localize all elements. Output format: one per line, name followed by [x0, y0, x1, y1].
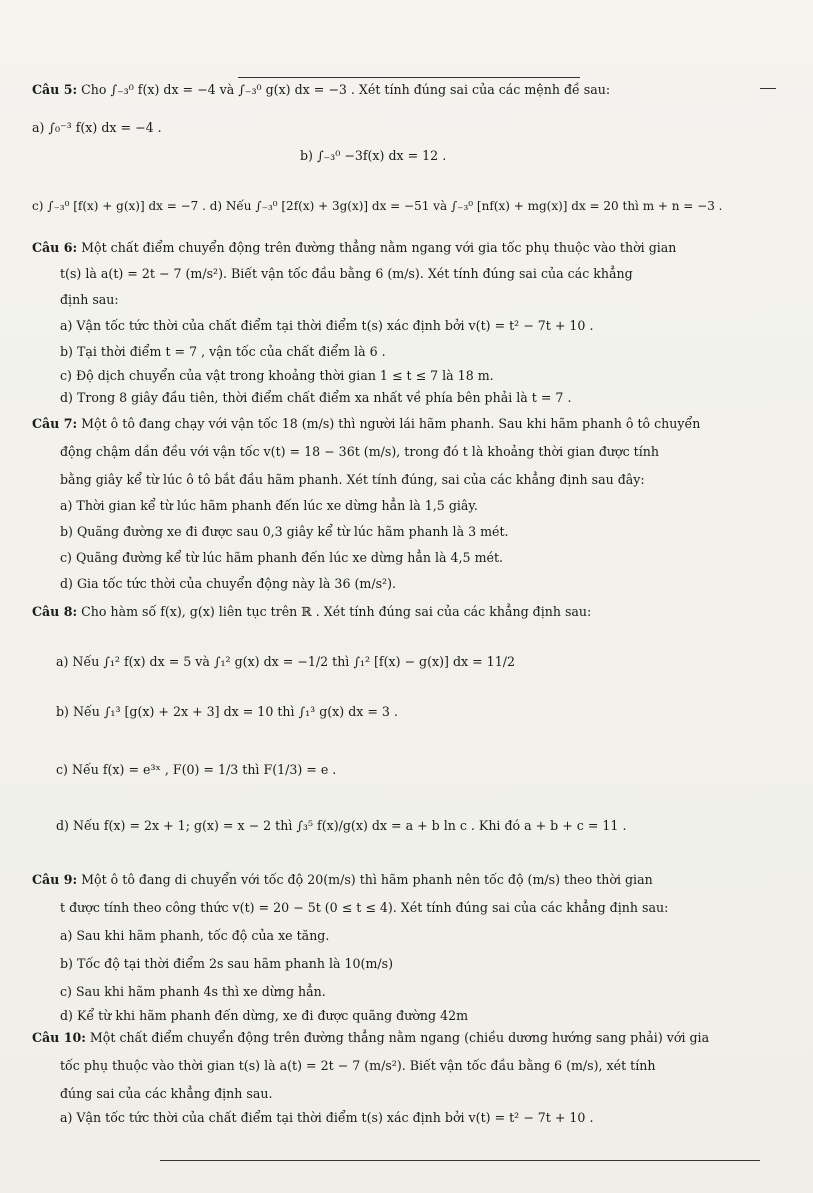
q7-statement: Câu 7: Một ô tô đang chạy với vận tốc 18 (m/s) thì người lái hãm phanh. Sau khi hãm phanh ô tô chuyển	[32, 416, 701, 431]
q7-option-c: c) Quãng đường kể từ lúc hãm phanh đến lúc xe dừng hẳn là 4,5 mét.	[60, 550, 504, 565]
q5-option-a: a) ∫₀⁻³ f(x) dx = −4 .	[32, 120, 162, 135]
question-label: Câu 8:	[32, 604, 78, 619]
q6-option-a: a) Vận tốc tức thời của chất điểm tại thời điểm t(s) xác định bởi v(t) = t² − 7t + 10 .	[60, 318, 594, 333]
q8-option-c: c) Nếu f(x) = e³ˣ , F(0) = 1/3 thì F(1/3) = e .	[56, 762, 337, 777]
q6-option-b: b) Tại thời điểm t = 7 , vận tốc của chất điểm là 6 .	[60, 344, 386, 359]
question-label: Câu 6:	[32, 240, 78, 255]
q9-option-a: a) Sau khi hãm phanh, tốc độ của xe tăng.	[60, 928, 330, 943]
q5-option-cd: c) ∫₋₃⁰ [f(x) + g(x)] dx = −7 . d) Nếu ∫₋₃⁰ [2f(x) + 3g(x)] dx = −51 và ∫₋₃⁰ [nf(x) + mg(x)] dx = 20 thì m + n = −3 .	[32, 199, 723, 213]
q9-option-c: c) Sau khi hãm phanh 4s thì xe dừng hẳn.	[60, 984, 326, 999]
q6-option-d: d) Trong 8 giây đầu tiên, thời điểm chất điểm xa nhất về phía bên phải là t = 7 .	[60, 390, 572, 405]
bottom-rule	[160, 1160, 760, 1161]
q7-statement-line2: động chậm dần đều với vận tốc v(t) = 18 − 36t (m/s), trong đó t là khoảng thời gian được tính	[60, 444, 659, 459]
q7-option-b: b) Quãng đường xe đi được sau 0,3 giây kể từ lúc hãm phanh là 3 mét.	[60, 524, 509, 539]
q10-statement-line2: tốc phụ thuộc vào thời gian t(s) là a(t) = 2t − 7 (m/s²). Biết vận tốc đầu bằng 6 (m/s), xét tính	[60, 1058, 656, 1073]
question-label: Câu 10:	[32, 1030, 86, 1045]
q10-statement: Câu 10: Một chất điểm chuyển động trên đường thẳng nằm ngang (chiều dương hướng sang phải) với gia	[32, 1030, 710, 1045]
q5-statement: Câu 5: Cho ∫₋₃⁰ f(x) dx = −4 và ∫₋₃⁰ g(x) dx = −3 . Xét tính đúng sai của các mệnh đề sau:	[32, 82, 611, 97]
q6-statement-line2: t(s) là a(t) = 2t − 7 (m/s²). Biết vận tốc đầu bằng 6 (m/s). Xét tính đúng sai của các khẳng	[60, 266, 633, 281]
question-label: Câu 5:	[32, 82, 78, 97]
q7-option-d: d) Gia tốc tức thời của chuyển động này là 36 (m/s²).	[60, 576, 396, 591]
question-label: Câu 7:	[32, 416, 78, 431]
q7-statement-line3: bằng giây kể từ lúc ô tô bắt đầu hãm phanh. Xét tính đúng, sai của các khẳng định sau đây:	[60, 472, 645, 487]
q9-option-b: b) Tốc độ tại thời điểm 2s sau hãm phanh là 10(m/s)	[60, 956, 394, 971]
q9-statement-line2: t được tính theo công thức v(t) = 20 − 5t (0 ≤ t ≤ 4). Xét tính đúng sai của các khẳng định sau:	[60, 900, 669, 915]
top-rule	[238, 77, 580, 78]
top-right-mark	[760, 88, 776, 89]
q6-statement: Câu 6: Một chất điểm chuyển động trên đường thẳng nằm ngang với gia tốc phụ thuộc vào thời gian	[32, 240, 677, 255]
q5-option-b: b) ∫₋₃⁰ −3f(x) dx = 12 .	[300, 148, 447, 163]
q9-option-d: d) Kể từ khi hãm phanh đến dừng, xe đi được quãng đường 42m	[60, 1008, 469, 1023]
q10-statement-line3: đúng sai của các khẳng định sau.	[60, 1086, 273, 1101]
question-label: Câu 9:	[32, 872, 78, 887]
q7-option-a: a) Thời gian kể từ lúc hãm phanh đến lúc xe dừng hẳn là 1,5 giây.	[60, 498, 478, 513]
q8-option-a: a) Nếu ∫₁² f(x) dx = 5 và ∫₁² g(x) dx = −1/2 thì ∫₁² [f(x) − g(x)] dx = 11/2	[56, 654, 515, 669]
q6-option-c: c) Độ dịch chuyển của vật trong khoảng thời gian 1 ≤ t ≤ 7 là 18 m.	[60, 368, 494, 383]
q6-statement-line3: định sau:	[60, 292, 119, 307]
q8-statement: Câu 8: Cho hàm số f(x), g(x) liên tục trên ℝ . Xét tính đúng sai của các khẳng định sau:	[32, 604, 592, 619]
q8-option-b: b) Nếu ∫₁³ [g(x) + 2x + 3] dx = 10 thì ∫₁³ g(x) dx = 3 .	[56, 704, 398, 719]
q10-option-a: a) Vận tốc tức thời của chất điểm tại thời điểm t(s) xác định bởi v(t) = t² − 7t + 10 .	[60, 1110, 594, 1125]
q9-statement: Câu 9: Một ô tô đang di chuyển với tốc độ 20(m/s) thì hãm phanh nên tốc độ (m/s) theo thời gian	[32, 872, 653, 887]
q8-option-d: d) Nếu f(x) = 2x + 1; g(x) = x − 2 thì ∫₃⁵ f(x)/g(x) dx = a + b ln c . Khi đó a + b + c = 11 .	[56, 818, 627, 833]
